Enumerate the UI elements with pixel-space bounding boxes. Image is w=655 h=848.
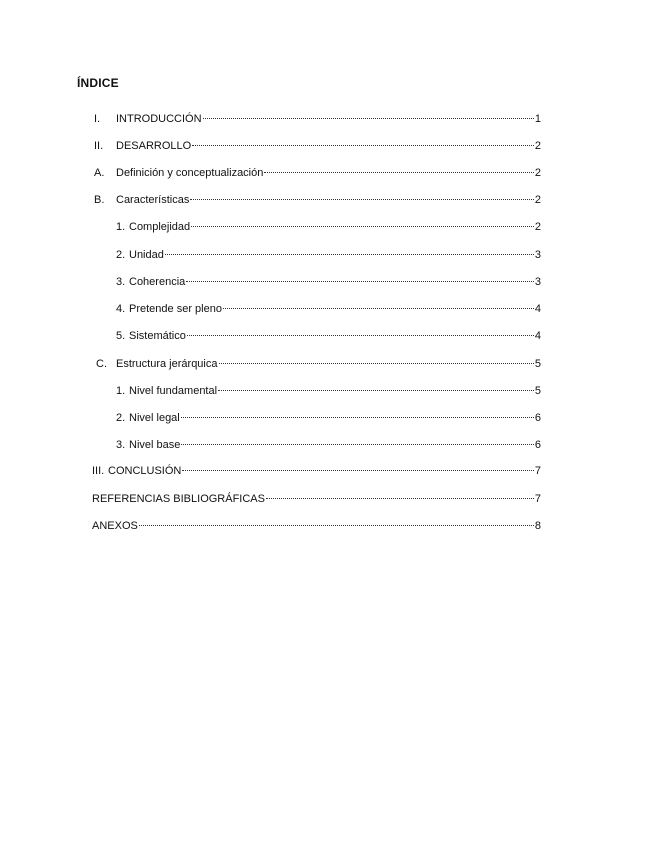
toc-entry-label: INTRODUCCIÓN bbox=[116, 113, 202, 125]
toc-entry-label: Coherencia bbox=[129, 276, 186, 288]
toc-entry-label: Características bbox=[116, 194, 190, 206]
toc-entry-page: 2 bbox=[534, 194, 541, 206]
toc-entry-label: Nivel legal bbox=[129, 412, 180, 424]
toc-entry-label: Complejidad bbox=[129, 221, 191, 233]
dot-leader bbox=[139, 524, 534, 526]
dot-leader bbox=[165, 253, 534, 255]
dot-leader bbox=[181, 443, 534, 445]
toc-entry-number: 5. bbox=[116, 330, 126, 342]
toc-entry-page: 5 bbox=[534, 358, 541, 370]
toc-entry-anexos[interactable] bbox=[92, 519, 541, 533]
toc-title: ÍNDICE bbox=[77, 76, 119, 90]
dot-leader bbox=[190, 198, 534, 200]
dot-leader bbox=[181, 416, 534, 418]
toc-entry-label: Nivel base bbox=[129, 439, 181, 451]
toc-entry-caracteristicas[interactable] bbox=[94, 193, 541, 207]
toc-entry-number: I. bbox=[94, 113, 101, 125]
toc-entry-label: Unidad bbox=[129, 249, 164, 261]
dot-leader bbox=[266, 497, 534, 499]
toc-entry-page: 8 bbox=[534, 520, 541, 532]
toc-entry-page: 2 bbox=[534, 167, 541, 179]
toc-entry-number: 3. bbox=[116, 439, 126, 451]
toc-entry-label: Pretende ser pleno bbox=[129, 303, 222, 315]
dot-leader bbox=[186, 280, 534, 282]
dot-leader bbox=[191, 225, 534, 227]
toc-entry-page: 4 bbox=[534, 330, 541, 342]
toc-entry-number: 3. bbox=[116, 276, 126, 288]
toc-entry-number: 4. bbox=[116, 303, 126, 315]
toc-entry-number: III. bbox=[92, 465, 105, 477]
toc-entry-page: 3 bbox=[534, 276, 541, 288]
dot-leader bbox=[219, 362, 534, 364]
toc-entry-nivel-base[interactable] bbox=[116, 438, 541, 452]
toc-entry-page: 5 bbox=[534, 385, 541, 397]
toc-entry-number: A. bbox=[94, 167, 105, 179]
dot-leader bbox=[192, 144, 534, 146]
dot-leader bbox=[203, 117, 534, 119]
toc-entry-label: ANEXOS bbox=[92, 520, 138, 532]
toc-entry-nivel-legal[interactable] bbox=[116, 411, 541, 425]
toc-entry-introduccion[interactable] bbox=[94, 112, 541, 126]
dot-leader bbox=[187, 334, 534, 336]
toc-entry-number: 2. bbox=[116, 249, 126, 261]
toc-entry-label: DESARROLLO bbox=[116, 140, 192, 152]
toc-entry-label: Nivel fundamental bbox=[129, 385, 218, 397]
toc-entry-sistematico[interactable] bbox=[116, 329, 541, 343]
toc-entry-coherencia[interactable] bbox=[116, 275, 541, 289]
toc-entry-definicion[interactable] bbox=[94, 166, 541, 180]
toc-entry-page: 1 bbox=[534, 113, 541, 125]
toc-entry-page: 6 bbox=[534, 439, 541, 451]
toc-entry-page: 4 bbox=[534, 303, 541, 315]
toc-entry-referencias[interactable] bbox=[92, 492, 541, 506]
dot-leader bbox=[218, 389, 534, 391]
toc-entry-page: 3 bbox=[534, 249, 541, 261]
toc-entry-number: C. bbox=[96, 358, 107, 370]
toc-entry-desarrollo[interactable] bbox=[94, 139, 541, 153]
toc-entry-complejidad[interactable] bbox=[116, 220, 541, 234]
dot-leader bbox=[223, 307, 534, 309]
dot-leader bbox=[182, 469, 534, 471]
toc-entry-nivel-fundamental[interactable] bbox=[116, 384, 541, 398]
toc-entry-label: Sistemático bbox=[129, 330, 186, 342]
toc-entry-pretende-ser-pleno[interactable] bbox=[116, 302, 541, 316]
toc-entry-number: II. bbox=[94, 140, 104, 152]
toc-entry-label: Estructura jerárquica bbox=[116, 358, 218, 370]
toc-entry-page: 7 bbox=[534, 493, 541, 505]
toc-entry-page: 7 bbox=[534, 465, 541, 477]
toc-entry-number: B. bbox=[94, 194, 105, 206]
toc-entry-label: CONCLUSIÓN bbox=[108, 465, 182, 477]
toc-entry-label: Definición y conceptualización bbox=[116, 167, 264, 179]
toc-entry-page: 2 bbox=[534, 221, 541, 233]
toc-entry-page: 2 bbox=[534, 140, 541, 152]
toc-entry-unidad[interactable] bbox=[116, 248, 541, 262]
toc-entry-number: 1. bbox=[116, 385, 126, 397]
toc-entry-number: 2. bbox=[116, 412, 126, 424]
toc-entry-conclusion[interactable] bbox=[92, 464, 541, 478]
toc-entry-number: 1. bbox=[116, 221, 126, 233]
toc-entry-estructura-jerarquica[interactable] bbox=[96, 357, 541, 371]
dot-leader bbox=[264, 171, 534, 173]
toc-entry-page: 6 bbox=[534, 412, 541, 424]
toc-entry-label: REFERENCIAS BIBLIOGRÁFICAS bbox=[92, 493, 265, 505]
